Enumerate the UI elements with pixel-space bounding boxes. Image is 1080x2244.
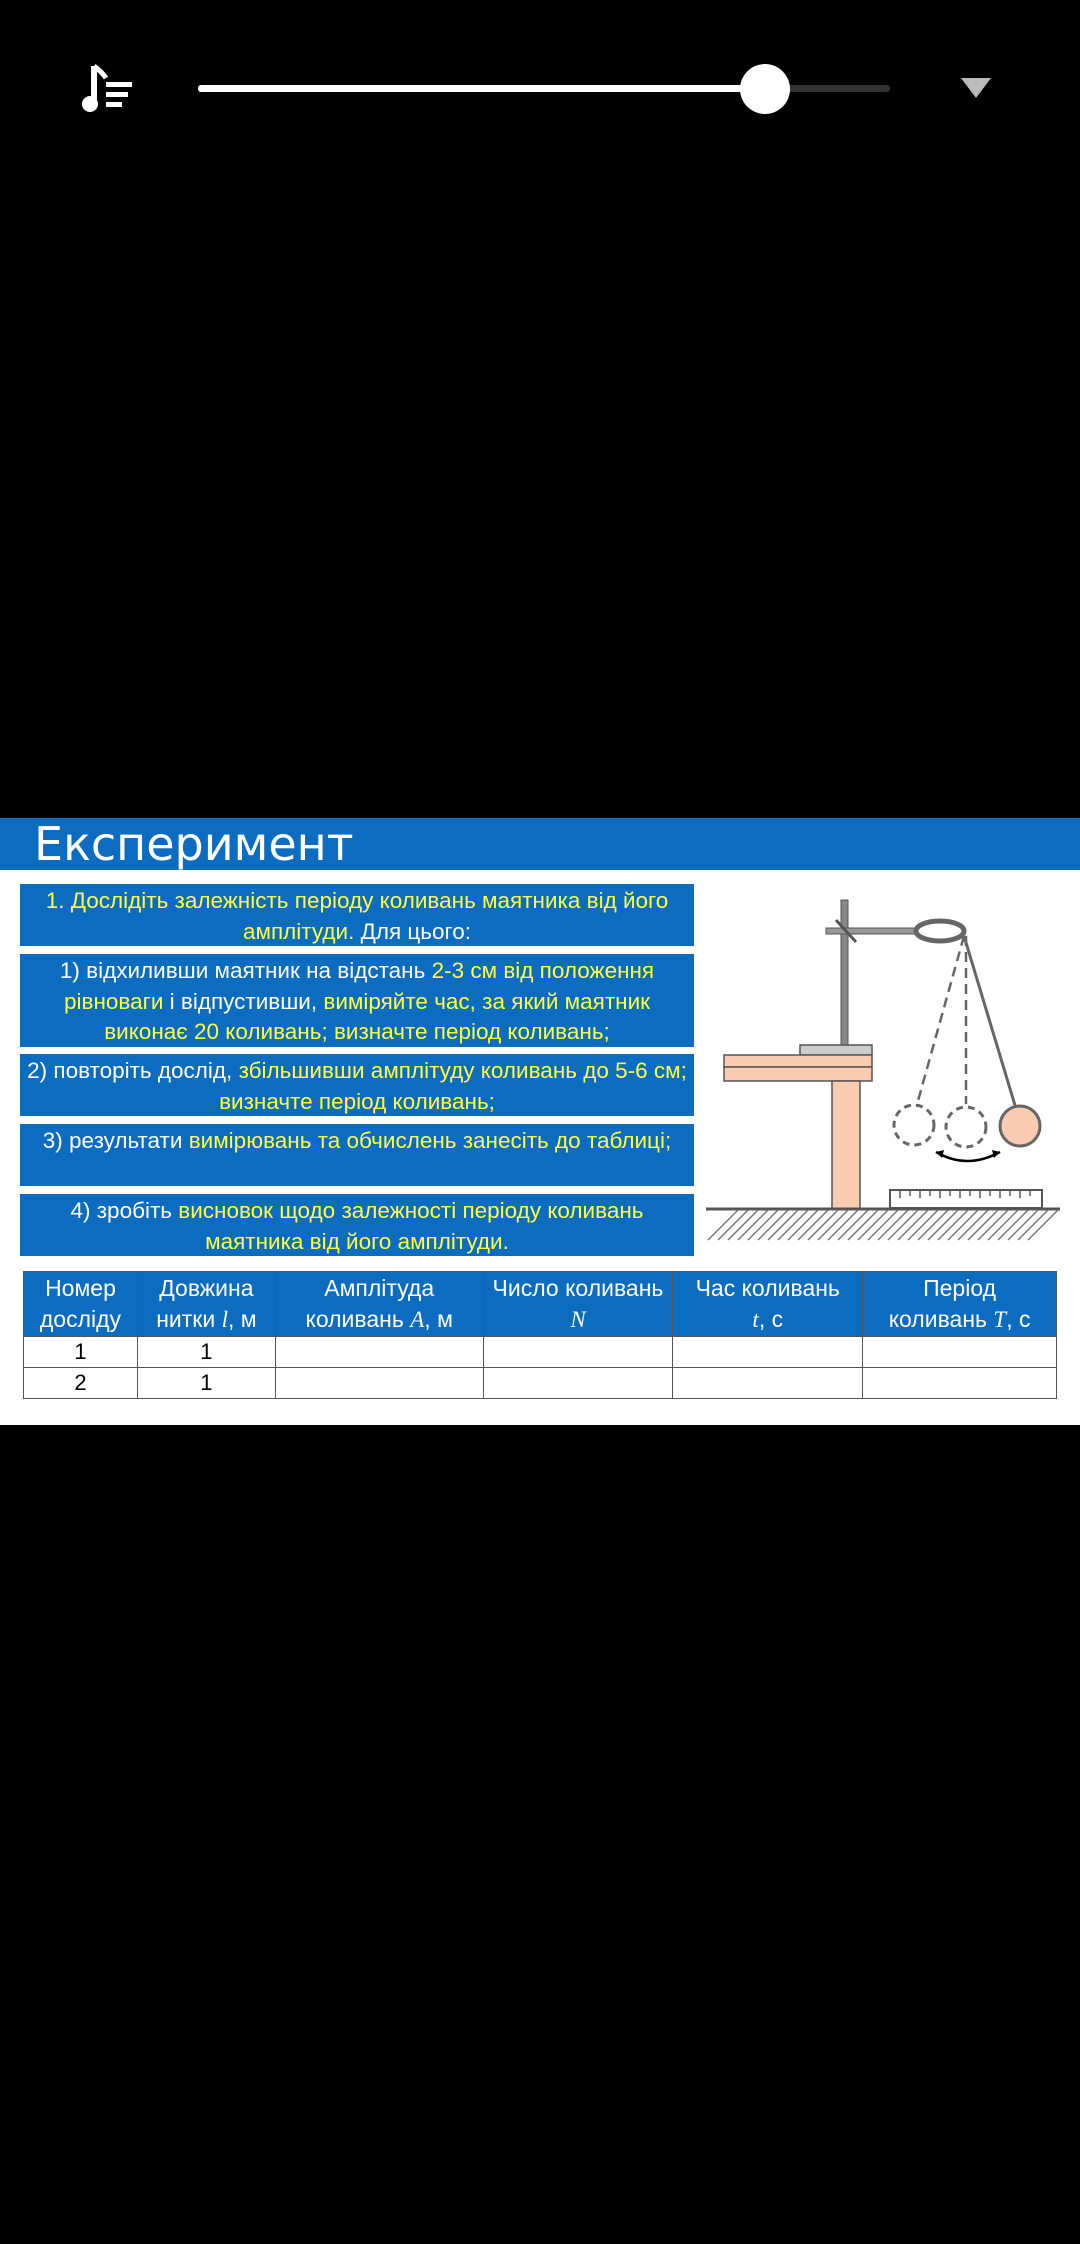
stand-rod — [841, 900, 848, 1050]
media-control-bar — [0, 0, 1080, 180]
task-intro-highlight: 1. Дослідіть залежність періоду коливань маятника від його амплітуди. — [45, 888, 669, 944]
floor-hatching — [708, 1210, 1058, 1240]
slide — [0, 818, 1080, 1425]
cell-count — [483, 1368, 673, 1399]
stand-base — [800, 1045, 872, 1055]
bob-equilibrium — [946, 1107, 986, 1147]
step1-text-c: і відпустивши, — [163, 988, 324, 1014]
cell-period — [863, 1337, 1057, 1368]
table-top — [724, 1055, 872, 1067]
header-amplitude: Амплітуда коливань A, м — [275, 1272, 483, 1337]
thread-deflected — [916, 936, 964, 1108]
slide-title: Експеримент — [34, 817, 354, 871]
cell-period — [863, 1368, 1057, 1399]
step3-text-a: 3) результати — [42, 1128, 189, 1153]
suspension-ring — [916, 921, 964, 941]
table-apron — [724, 1067, 872, 1081]
cell-amplitude — [275, 1368, 483, 1399]
task-step-3 — [20, 1124, 694, 1186]
music-queue-icon[interactable] — [80, 60, 140, 120]
swing-arrow — [936, 1152, 1000, 1161]
pendulum-thread — [964, 936, 1017, 1112]
triangle-down-icon[interactable] — [958, 72, 994, 102]
table-header-row — [24, 1272, 1057, 1337]
header-thread-length: Довжина нитки l, м — [137, 1272, 275, 1337]
cell-length: 1 — [137, 1368, 275, 1399]
cell-time — [673, 1337, 863, 1368]
table-row — [24, 1337, 1057, 1368]
pendulum-illustration — [704, 890, 1064, 1260]
seek-bar[interactable] — [198, 85, 890, 92]
cell-number: 2 — [24, 1368, 138, 1399]
step1-text-a: 1) відхиливши маятник на відстань — [59, 958, 432, 983]
step1-text-b: 2-3 см від положення рівноваги — [64, 958, 655, 1014]
header-experiment-number: Номер досліду — [24, 1272, 138, 1337]
results-table — [23, 1271, 1057, 1399]
header-time: Час коливань t, с — [673, 1272, 863, 1337]
task-step-2 — [20, 1054, 694, 1116]
step4-text-a: 4) зробіть — [70, 1198, 179, 1223]
header-oscillation-count: Число коливань N — [483, 1272, 673, 1337]
cell-number: 1 — [24, 1337, 138, 1368]
step3-text-b: вимірювань та обчислень занесіть до таблиці; — [188, 1128, 672, 1153]
table-leg — [832, 1081, 860, 1209]
seek-bar-fill — [198, 85, 765, 92]
table-row — [24, 1368, 1057, 1399]
step1-text-d: виміряйте час, за який маятник виконає 20 коливань; визначте період коливань; — [104, 988, 650, 1044]
step4-text-b: висновок щодо залежності періоду коливань маятника від його амплітуди. — [178, 1198, 644, 1254]
step2-text-a: 2) повторіть дослід, — [27, 1058, 239, 1083]
header-period: Період коливань T, с — [863, 1272, 1057, 1337]
bob-deflected — [894, 1105, 934, 1145]
seek-thumb[interactable] — [740, 64, 790, 114]
step2-text-b: збільшивши амплітуду коливань до 5-6 см; визначте період коливань; — [219, 1058, 687, 1114]
task-step-1 — [20, 954, 694, 1047]
ruler — [890, 1190, 1042, 1208]
task-intro-plain: Для цього: — [354, 918, 471, 944]
cell-amplitude — [275, 1337, 483, 1368]
cell-count — [483, 1337, 673, 1368]
task-intro — [20, 884, 694, 946]
cell-time — [673, 1368, 863, 1399]
pendulum-bob — [1000, 1106, 1040, 1146]
task-step-4 — [20, 1194, 694, 1256]
slide-header — [0, 818, 1080, 870]
cell-length: 1 — [137, 1337, 275, 1368]
